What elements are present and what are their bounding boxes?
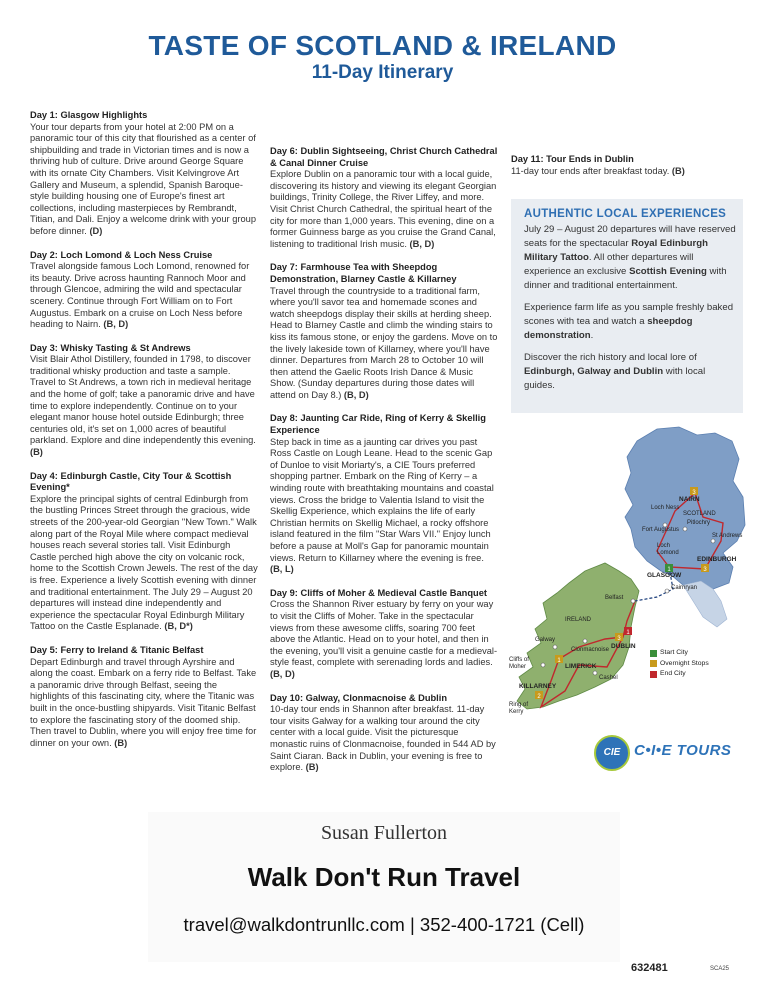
meal-code: (B, D) (103, 319, 129, 330)
marker-glasgow-number: 1 (667, 567, 671, 573)
day-text: Cross the Shannon River estuary by ferry on your way to visit the Cliffs of Moher. Take in the spectacular views from these awesome cliffs, soaring 700 feet above the Atlantic. Head on to your hotel, and then in the evening, you'll visit a genuine castle for a medieval-style feast, complete with serenading lords and ladies. (B, D) (270, 599, 498, 679)
map-label-scotland: SCOTLAND (683, 511, 716, 517)
stop-clonmacnoise (583, 639, 587, 643)
day-title: Day 7: Farmhouse Tea with Sheepdog Demonstration, Blarney Castle & Killarney (270, 262, 457, 284)
day-text: 11-day tour ends after breakfast today. (B) (511, 165, 685, 176)
map-label-ireland: IRELAND (565, 617, 592, 623)
map-label-belfast: Belfast (605, 595, 624, 601)
day-title: Day 9: Cliffs of Moher & Medieval Castle Banquet (270, 587, 487, 598)
map-label-pitlochry: Pitlochry (687, 520, 711, 526)
stop-cliffs (541, 663, 545, 667)
day-6 (270, 146, 498, 250)
map-label-cashel: Cashel (599, 675, 618, 681)
stop-galway (553, 645, 557, 649)
day-7 (270, 262, 498, 401)
day-title: Day 4: Edinburgh Castle, City Tour & Scottish Evening* (30, 470, 232, 493)
day-4 (30, 471, 258, 633)
cie-logo-text: C•I•E TOURS (634, 742, 732, 759)
itinerary-column-3 (511, 154, 743, 189)
stop-belfast (631, 599, 635, 603)
experiences-box (511, 199, 743, 413)
stop-cashel (593, 671, 597, 675)
day-5 (30, 645, 258, 749)
map-label-cairnryan: Cairnryan (671, 585, 698, 591)
legend-item: End City (650, 669, 709, 680)
day-text: Visit Blair Athol Distillery, founded in 1798, to discover traditional whisky production and taste a sample. Travel to St Andrews, a town rich in medieval heritage and the home of golf; take a panoramic drive and have time to explore independently. Continue on to your elegant manor house hotel outside Edinburgh; three centuries old, it's set on 1,000 acres of beautiful parkland. Explore and dine independently this evening. (B) (30, 354, 256, 458)
map-label-fort-augustus: Fort Augustus (642, 527, 680, 533)
day-text: Explore Dublin on a panoramic tour with a local guide, discovering its history and viewing its elegant Georgian buildings, Trinity College, the River Liffey, and more. Visit Christ Church Cathedral, the spiritual heart of the city for more than 1,000 years. This evening, dine on a former Guinness barge as you cruise the Grand Canal, listening to traditional Irish music. (B, D) (270, 169, 497, 249)
experiences-body (524, 223, 736, 401)
map-label-galway: Galway (535, 637, 556, 643)
map-label-loch-ness: Loch Ness (651, 505, 680, 511)
itinerary-column-1 (30, 110, 258, 761)
experience-paragraph: Experience farm life as you sample freshly baked scones with tea and watch a sheepdog demonstration. (524, 302, 734, 341)
day-10 (270, 693, 498, 774)
agent-company: Walk Don't Run Travel (247, 862, 521, 892)
marker-dublin-number: 3 (617, 636, 621, 642)
route-map (507, 421, 747, 721)
day-9 (270, 588, 498, 681)
agent-block (148, 812, 620, 962)
marker-edinburgh-number: 3 (703, 567, 707, 573)
day-11 (511, 154, 743, 177)
meal-code: (B) (114, 737, 128, 748)
day-title: Day 11: Tour Ends in Dublin (511, 154, 634, 164)
page-title: TASTE OF SCOTLAND & IRELAND (148, 30, 617, 61)
marker-dublin-end-number: 1 (626, 630, 630, 636)
marker-killarney-number: 2 (537, 694, 541, 700)
map-label-cliffs-of-moher: Cliffs of Moher (509, 657, 529, 670)
day-title: Day 3: Whisky Tasting & St Andrews (30, 342, 191, 353)
day-title: Day 2: Loch Lomond & Loch Ness Cruise (30, 249, 213, 260)
map-label-clonmacnoise: Clonmacnoise (571, 647, 610, 653)
page-subtitle: 11-Day Itinerary (311, 62, 454, 83)
legend-swatch-overnight (650, 660, 657, 667)
marker-limerick-number: 1 (557, 658, 561, 664)
agent-contact[interactable]: travel@walkdontrunllc.com | 352-400-1721 (Cell) (183, 914, 585, 935)
day-title: Day 1: Glasgow Highlights (30, 110, 148, 120)
map-label-nairn: NAIRN (679, 496, 700, 503)
meal-code: (D) (89, 225, 103, 236)
legend-item: Overnight Stops (650, 659, 709, 670)
map-legend (650, 648, 709, 680)
day-1 (30, 110, 258, 238)
map-label-glasgow: GLASGOW (647, 572, 682, 579)
meal-code: (B, L) (270, 564, 294, 575)
meal-code: (B) (671, 165, 685, 176)
meal-code: (B) (305, 762, 319, 773)
cie-logo-icon: CIE (594, 735, 630, 771)
meal-code: (B, D) (270, 668, 295, 679)
map-label-edinburgh: EDINBURGH (697, 556, 737, 563)
document-small-code: SCA25 (710, 966, 730, 972)
stop-st-andrews (711, 539, 715, 543)
meal-code: (B, D) (409, 238, 435, 249)
map-label-ring-of-kerry: Ring of Kerry (509, 702, 529, 715)
day-2 (30, 250, 258, 331)
meal-code: (B) (30, 447, 43, 458)
map-label-limerick: LIMERICK (565, 663, 597, 670)
stop-cairnryan (665, 589, 669, 593)
stop-pitlochry (683, 527, 687, 531)
day-text: Step back in time as a jaunting car drives you past Ross Castle on Lough Leane. Head to the scenic Gap of Dunloe to visit Moriarty's, a CIE Tours preferred shopping partner. Embark on the Ring of Kerry – a winding route with breathtaking mountains and coastal views. Cross the bridge to Valentia Island to visit the Skellig Experience, which explains the life of early Christian hermits on Skellig Michael, a rocky offshore island featured in the film "Star Wars VII." Enjoy lunch before a pause at Moll's Gap for panoramic mountain views. Return to Killarney where the evening is free. (B, L) (270, 436, 494, 575)
day-text: 10-day tour ends in Shannon after breakfast. 11-day tour visits Galway for a walking tour around the city center with a local guide. Visit the picturesque monastic ruins of Clonmacnoise, founded in 544 AD by Saint Ciaran. Back in Dublin, your evening is free to explore. (B) (270, 704, 496, 773)
meal-code: (B, D) (343, 389, 369, 400)
map-label-dublin: DUBLIN (611, 643, 636, 650)
legend-swatch-start (650, 650, 657, 657)
day-title: Day 6: Dublin Sightseeing, Christ Church Cathedral & Canal Dinner Cruise (270, 146, 498, 168)
day-text: Your tour departs from your hotel at 2:00 PM on a panoramic tour of this city that flourished as a center of shipbuilding and trade in Victorian times and is now a thriving hub of culture. Drive around George Square with its ornate City Chambers. Visit Kelvingrove Art Gallery and Museum, a splendid, Spanish Baroque-style building housing one of Europe's finest art collections, including masterpieces by Rembrandt, Titian, and Dali. Enjoy a welcome drink with your group before dinner. (D) (30, 121, 256, 236)
map-graphic (507, 421, 747, 721)
document-code: 632481 (631, 962, 668, 974)
agent-name: Susan Fullerton (320, 822, 448, 844)
day-text: Travel alongside famous Loch Lomond, renowned for its beauty. Drive across haunting Rannoch Moor and through Glencoe, admiring the wild and spectacular scenery. Continue through Fort William on to Fort Augustus. Embark on a cruise on Loch Ness before heading to Nairn. (B, D) (30, 261, 250, 330)
itinerary-column-2 (270, 146, 498, 786)
map-label-loch-lomond: Loch Lomond (657, 543, 679, 556)
experiences-title: AUTHENTIC LOCAL EXPERIENCES (524, 208, 727, 220)
cie-tours-logo (594, 733, 744, 773)
marker-nairn-number: 3 (692, 490, 696, 496)
experience-paragraph: July 29 – August 20 departures will have reserved seats for the spectacular Royal Edinburgh Military Tattoo. All other departures will experience an exclusive Scottish Evening with dinner and traditional entertainment. (524, 224, 736, 291)
day-title: Day 8: Jaunting Car Ride, Ring of Kerry & Skellig Experience (270, 413, 486, 436)
meal-code: (B, D*) (164, 621, 193, 632)
map-label-st-andrews: St Andrews (712, 533, 743, 539)
day-text: Depart Edinburgh and travel through Ayrshire and along the coast. Embark on a ferry ride to Belfast. Take a panoramic drive through Belfast, seeing the highlights of this fascinating city, where the Titanic was built in the once-bustling shipyards. Visit Titanic Belfast to explore the fascinating story of the doomed ship. Then travel to Dublin, where you will enjoy free time for dinner on your own. (B) (30, 656, 257, 748)
day-3 (30, 343, 258, 459)
day-title: Day 10: Galway, Clonmacnoise & Dublin (270, 692, 448, 703)
day-text: Travel through the countryside to a traditional farm, where you'll savor tea and homemade scones and watch sheepdogs display their skills at herding sheep. Head to Blarney Castle and climb the winding stairs to kiss its famous stone, or enjoy the gardens. Move on to the lively lakeside town of Killarney, where you'll have dinner. Departures from March 28 to October 10 will then attend the Gaelic Roots Irish Dance & Music Show. (Sunday departures during those dates will attend on Day 8.) (B, D) (270, 285, 498, 400)
legend-item: Start City (650, 648, 709, 659)
day-8 (270, 413, 498, 575)
map-label-killarney: KILLARNEY (519, 683, 557, 690)
legend-swatch-end (650, 671, 657, 678)
day-text: Explore the principal sights of central Edinburgh from the bustling Princes Street through the gracious, wide streets of the 200-year-old Georgian "New Town." Walk along part of the Royal Mile where compact medieval houses reach several stories tall. Visit Edinburgh Castle perched high above the city on volcanic rock, home to the Scottish Crown Jewels. The rest of the day is free. Experience a lively Scottish evening with dinner and traditional entertainment. The July 29 – August 20 departures will instead dine independently and experience the spectacular Royal Edinburgh Military Tattoo on the Castle Esplanade. (B, D*) (30, 493, 258, 632)
experience-paragraph: Discover the rich history and local lore of Edinburgh, Galway and Dublin with local guides. (524, 352, 706, 391)
day-title: Day 5: Ferry to Ireland & Titanic Belfast (30, 644, 204, 655)
